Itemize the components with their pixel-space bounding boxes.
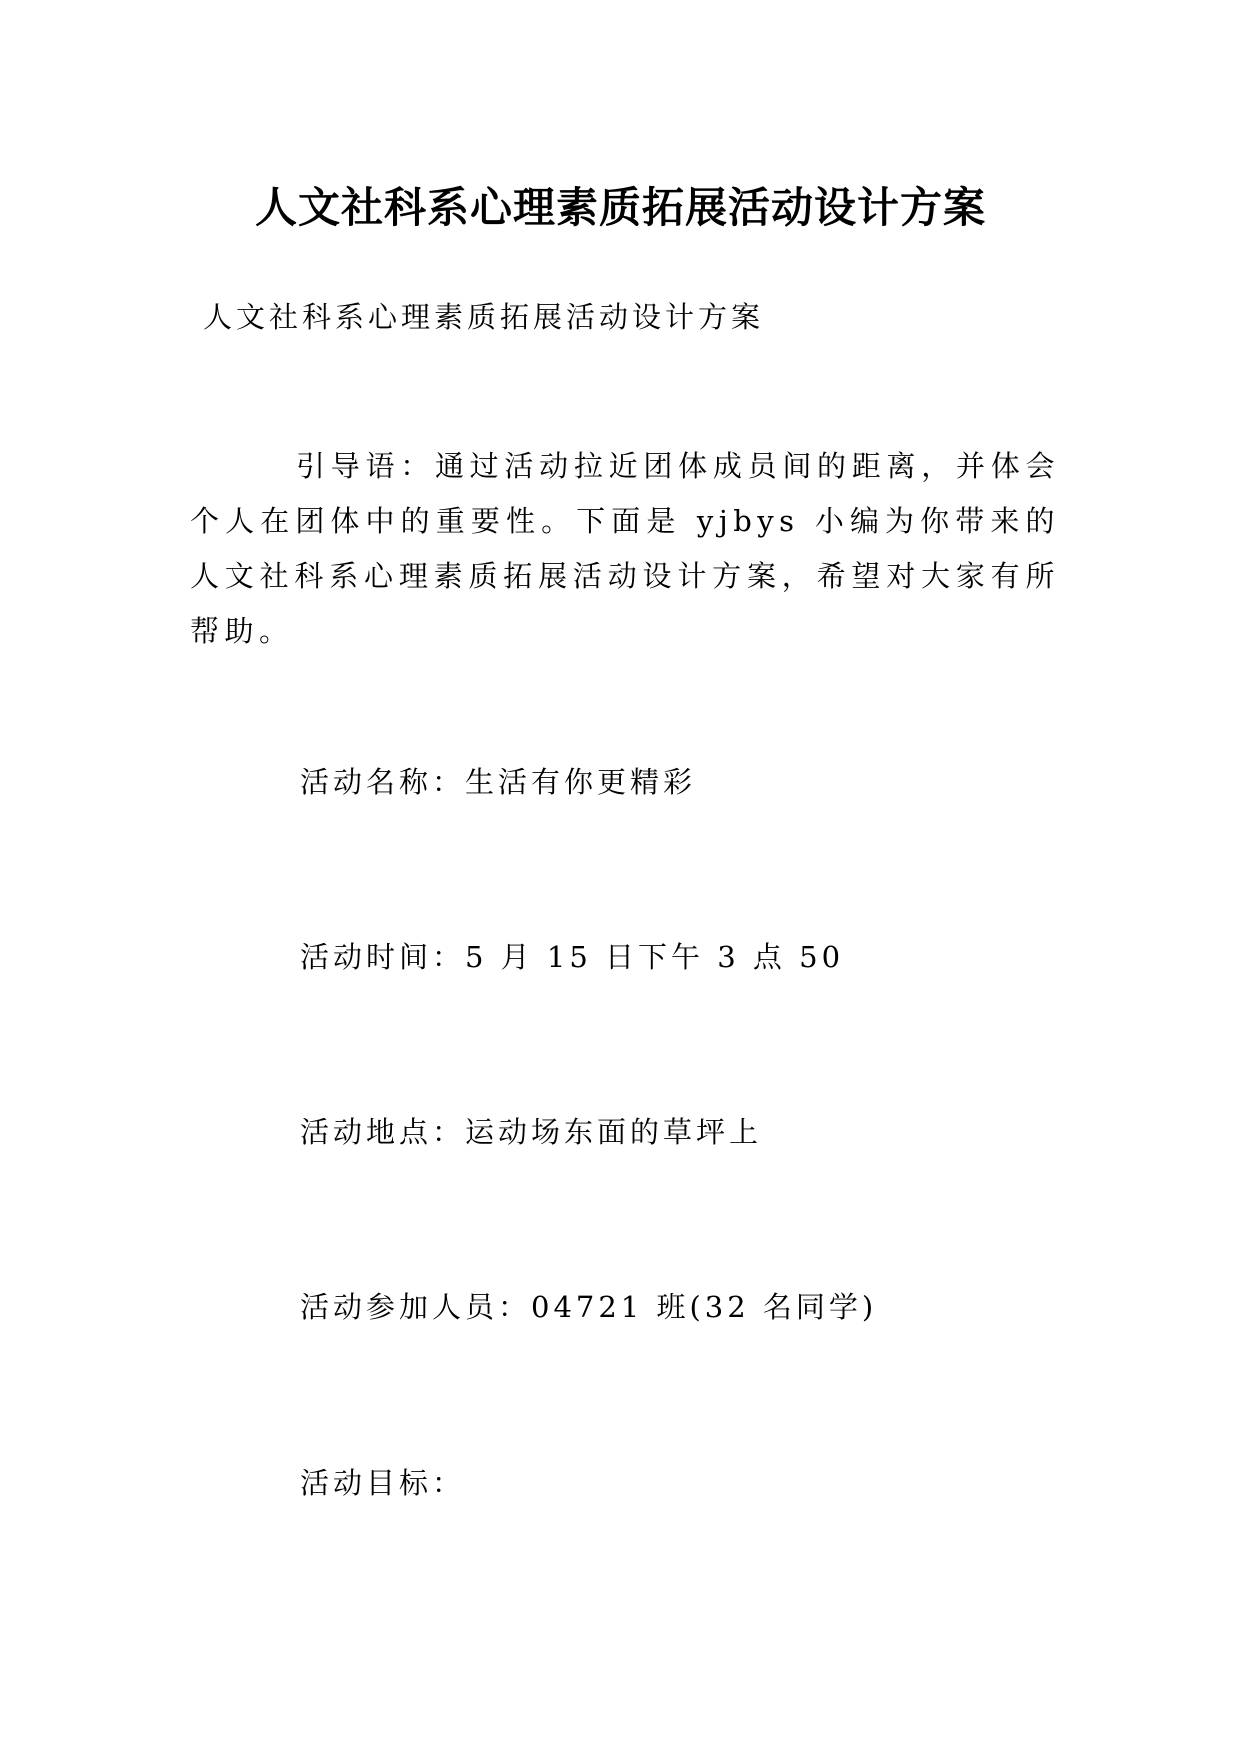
- activity-name-line: 活动名称：生活有你更精彩: [300, 765, 697, 799]
- activity-time-line: 活动时间：5 月 15 日下午 3 点 50: [300, 940, 845, 974]
- intro-paragraph: 引导语：通过活动拉近团体成员间的距离，并体会个人在团体中的重要性。下面是 yjbys 小编为你带来的人文社科系心理素质拓展活动设计方案，希望对大家有所帮助。: [190, 449, 1060, 648]
- activity-goal-heading: 活动目标：: [300, 1466, 466, 1500]
- document-title: 人文社科系心理素质拓展活动设计方案: [254, 183, 986, 233]
- activity-place-line: 活动地点：运动场东面的草坪上: [300, 1115, 763, 1149]
- activity-participants-line: 活动参加人员：04721 班(32 名同学): [300, 1290, 878, 1324]
- document-subtitle: 人文社科系心理素质拓展活动设计方案: [203, 300, 765, 334]
